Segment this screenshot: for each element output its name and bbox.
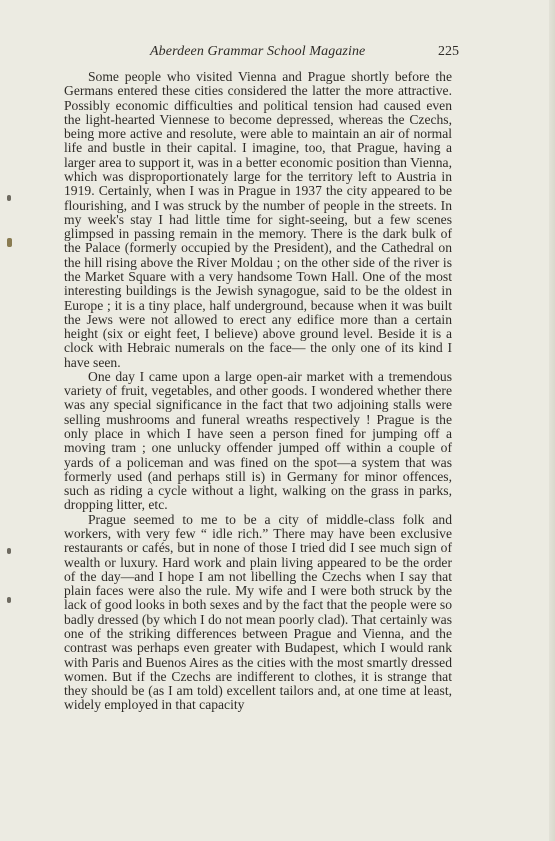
running-header <box>64 44 459 62</box>
page-edge <box>549 0 555 841</box>
page-number: 225 <box>438 44 459 59</box>
binding-hole <box>7 238 12 247</box>
paragraph: Some people who visited Vienna and Prague shortly before the Germans entered these cities considered the latter the more attractive. Possibly economic difficulties and political tension had caused even the light-hearted Viennese to become depressed, whereas the Czechs, being more active and resolute, were able to maintain an air of normal life and bustle in their capital. I imagine, too, that Prague, having a larger area to support it, was in a better economic position than Vienna, which was disproportionately large for the territory left to Austria in 1919. Certainly, when I was in Prague in 1937 the city appeared to be flourishing, and I was struck by the number of people in the streets. In my week's stay I had little time for sight-seeing, but a few scenes glimpsed in passing remain in the memory. There is the dark bulk of the Palace (formerly occupied by the President), and the Cathedral on the hill rising above the River Moldau ; on the other side of the river is the Market Square with a very handsome Town Hall. One of the most interesting buildings is the Jewish synagogue, said to be the oldest in Europe ; it is a tiny place, half underground, because when it was built the Jews were not allowed to erect any edifice more than a certain height (six or eight feet, I believe) above ground level. Beside it is a clock with Hebraic numerals on the face— the only one of its kind I have seen. <box>64 69 452 370</box>
running-title: Aberdeen Grammar School Magazine <box>150 44 366 59</box>
binding-hole <box>7 195 11 201</box>
article-body <box>64 70 452 713</box>
binding-hole <box>7 597 11 603</box>
paragraph: Prague seemed to me to be a city of middle-class folk and workers, with very few “ idle rich.” There may have been exclusive restaurants or cafés, but in none of those I tried did I see much sign of wealth or luxury. Hard work and plain living appeared to be the order of the day—and I hope I am not libelling the Czechs when I say that plain faces were also the rule. My wife and I were both struck by the lack of good looks in both sexes and by the fact that the people were so badly dressed (by which I do not mean poorly clad). That certainly was one of the striking differences between Prague and Vienna, and the contrast was perhaps even greater with Budapest, which I would rank with Paris and Buenos Aires as the cities with the most smartly dressed women. But if the Czechs are indifferent to clothes, it is strange that they should be (as I am told) excellent tailors and, at one time at least, widely employed in that capacity <box>64 511 452 713</box>
paragraph: One day I came upon a large open-air market with a tremendous variety of fruit, vegetables, and other goods. I wondered whether there was any special significance in the fact that two adjoining stalls were selling mushrooms and funeral wreaths respectively ! Prague is the only place in which I have seen a person fined for jumping off a moving tram ; one unlucky offender jumped off within a couple of yards of a policeman and was fined on the spot—a system that was formerly used (and perhaps still is) in Germany for minor offences, such as riding a cycle without a light, walking on the grass in parks, dropping litter, etc. <box>64 368 452 513</box>
binding-hole <box>7 548 11 554</box>
